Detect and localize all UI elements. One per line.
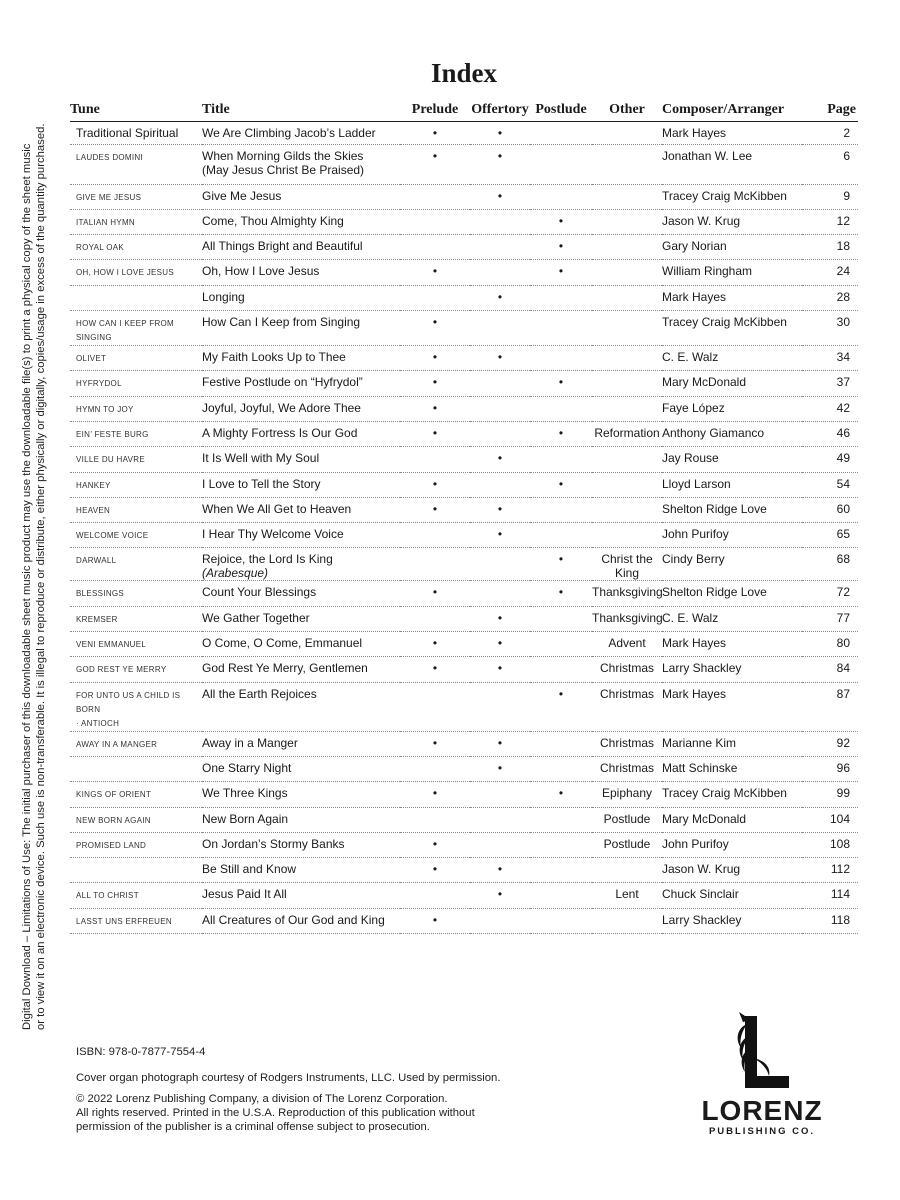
table-row: [70, 731, 858, 756]
prelude-mark: [400, 235, 470, 260]
offertory-mark: •: [470, 883, 530, 908]
offertory-mark: [470, 782, 530, 807]
title-cell: Away in a Manger: [202, 731, 400, 756]
offertory-mark: •: [470, 145, 530, 184]
page-cell: 112: [802, 858, 858, 883]
usage-notice-line-2: or to view it on an electronic device. Such use is non-transferable. It is illegal to reproduce or distribute, either physically or digitally, copies/usage in excess of the quantity purchased.: [35, 123, 47, 1030]
prelude-mark: [400, 606, 470, 631]
col-title: Title: [202, 100, 400, 122]
offertory-mark: •: [470, 731, 530, 756]
tune-cell: [70, 858, 202, 883]
other-cell: Christmas: [592, 731, 662, 756]
prelude-mark: •: [400, 581, 470, 606]
title-cell: How Can I Keep from Singing: [202, 311, 400, 346]
tune-cell: FOR UNTO US A CHILD IS BORN · ANTIOCH: [70, 682, 202, 731]
prelude-mark: •: [400, 421, 470, 446]
table-row: [70, 657, 858, 682]
postlude-mark: •: [530, 260, 592, 285]
page-cell: 34: [802, 346, 858, 371]
tune-cell: DARWALL: [70, 548, 202, 581]
other-cell: Postlude: [592, 807, 662, 832]
tune-cell: EIN’ FESTE BURG: [70, 421, 202, 446]
table-row: [70, 581, 858, 606]
table-row: [70, 682, 858, 731]
other-cell: [592, 908, 662, 933]
isbn: ISBN: 978-0-7877-7554-4: [76, 1046, 206, 1058]
composer-cell: Mark Hayes: [662, 682, 802, 731]
table-row: [70, 122, 858, 145]
prelude-mark: •: [400, 260, 470, 285]
tune-cell: HYMN TO JOY: [70, 396, 202, 421]
postlude-mark: [530, 807, 592, 832]
table-row: [70, 523, 858, 548]
offertory-mark: [470, 581, 530, 606]
col-composer: Composer/Arranger: [662, 100, 802, 122]
prelude-mark: •: [400, 782, 470, 807]
table-row: [70, 311, 858, 346]
title-cell: When We All Get to Heaven: [202, 497, 400, 522]
tune-cell: GOD REST YE MERRY: [70, 657, 202, 682]
composer-cell: Faye López: [662, 396, 802, 421]
composer-cell: Shelton Ridge Love: [662, 497, 802, 522]
title-cell: When Morning Gilds the Skies (May Jesus Christ Be Praised): [202, 145, 400, 184]
page-cell: 46: [802, 421, 858, 446]
prelude-mark: •: [400, 396, 470, 421]
other-cell: [592, 472, 662, 497]
title-cell: New Born Again: [202, 807, 400, 832]
col-prelude: Prelude: [400, 100, 470, 122]
other-cell: [592, 145, 662, 184]
composer-cell: Mark Hayes: [662, 632, 802, 657]
postlude-mark: •: [530, 782, 592, 807]
offertory-mark: •: [470, 447, 530, 472]
composer-cell: Jason W. Krug: [662, 858, 802, 883]
tune-cell: LASST UNS ERFREUEN: [70, 908, 202, 933]
title-cell: I Hear Thy Welcome Voice: [202, 523, 400, 548]
copyright: [76, 1092, 475, 1134]
postlude-mark: [530, 396, 592, 421]
page-cell: 12: [802, 209, 858, 234]
logo-subtitle: PUBLISHING CO.: [708, 1126, 816, 1137]
table-row: [70, 606, 858, 631]
logo-name: LORENZ: [701, 1095, 823, 1126]
tune-cell: KINGS OF ORIENT: [70, 782, 202, 807]
title-cell: We Three Kings: [202, 782, 400, 807]
postlude-mark: [530, 145, 592, 184]
offertory-mark: [470, 548, 530, 581]
col-postlude: Postlude: [530, 100, 592, 122]
page-cell: 6: [802, 145, 858, 184]
table-row: [70, 632, 858, 657]
page-cell: 60: [802, 497, 858, 522]
page-cell: 118: [802, 908, 858, 933]
prelude-mark: [400, 883, 470, 908]
offertory-mark: [470, 396, 530, 421]
tune-cell: AWAY IN A MANGER: [70, 731, 202, 756]
tune-cell: HANKEY: [70, 472, 202, 497]
composer-cell: Mary McDonald: [662, 371, 802, 396]
offertory-mark: [470, 421, 530, 446]
postlude-mark: [530, 606, 592, 631]
table-row: [70, 782, 858, 807]
postlude-mark: •: [530, 682, 592, 731]
prelude-mark: •: [400, 832, 470, 857]
postlude-mark: [530, 523, 592, 548]
table-row: [70, 548, 858, 581]
title-cell: My Faith Looks Up to Thee: [202, 346, 400, 371]
offertory-mark: [470, 311, 530, 346]
other-cell: [592, 523, 662, 548]
postlude-mark: •: [530, 472, 592, 497]
table-row: [70, 346, 858, 371]
prelude-mark: •: [400, 497, 470, 522]
composer-cell: John Purifoy: [662, 832, 802, 857]
page-cell: 96: [802, 756, 858, 781]
tune-cell: HYFRYDOL: [70, 371, 202, 396]
page-cell: 30: [802, 311, 858, 346]
postlude-mark: •: [530, 235, 592, 260]
prelude-mark: •: [400, 145, 470, 184]
page-cell: 68: [802, 548, 858, 581]
tune-cell: VILLE DU HAVRE: [70, 447, 202, 472]
postlude-mark: [530, 122, 592, 145]
other-cell: Thanksgiving: [592, 606, 662, 631]
title-cell: Come, Thou Almighty King: [202, 209, 400, 234]
page-cell: 72: [802, 581, 858, 606]
prelude-mark: [400, 548, 470, 581]
usage-notice: [20, 123, 48, 1030]
page-cell: 87: [802, 682, 858, 731]
title-cell: Jesus Paid It All: [202, 883, 400, 908]
title-cell: Count Your Blessings: [202, 581, 400, 606]
prelude-mark: [400, 285, 470, 310]
other-cell: [592, 235, 662, 260]
composer-cell: Matt Schinske: [662, 756, 802, 781]
page-cell: 99: [802, 782, 858, 807]
page-cell: 65: [802, 523, 858, 548]
copyright-line-1: © 2022 Lorenz Publishing Company, a division of The Lorenz Corporation.: [76, 1093, 448, 1105]
composer-cell: Jay Rouse: [662, 447, 802, 472]
page-cell: 80: [802, 632, 858, 657]
page-cell: 54: [802, 472, 858, 497]
postlude-mark: [530, 883, 592, 908]
other-cell: Christmas: [592, 756, 662, 781]
composer-cell: John Purifoy: [662, 523, 802, 548]
title-cell: All Things Bright and Beautiful: [202, 235, 400, 260]
table-row: [70, 756, 858, 781]
composer-cell: Larry Shackley: [662, 657, 802, 682]
title-cell: We Are Climbing Jacob’s Ladder: [202, 122, 400, 145]
title-cell: Be Still and Know: [202, 858, 400, 883]
table-row: [70, 184, 858, 209]
postlude-mark: [530, 908, 592, 933]
prelude-mark: •: [400, 472, 470, 497]
title-cell: A Mighty Fortress Is Our God: [202, 421, 400, 446]
publisher-logo: [692, 1010, 832, 1137]
offertory-mark: [470, 472, 530, 497]
table-row: [70, 832, 858, 857]
title-cell: Oh, How I Love Jesus: [202, 260, 400, 285]
prelude-mark: [400, 184, 470, 209]
tune-cell: HEAVEN: [70, 497, 202, 522]
title-cell: O Come, O Come, Emmanuel: [202, 632, 400, 657]
page-title: Index: [430, 58, 498, 88]
composer-cell: Jonathan W. Lee: [662, 145, 802, 184]
composer-cell: Larry Shackley: [662, 908, 802, 933]
page-cell: 77: [802, 606, 858, 631]
page-cell: 42: [802, 396, 858, 421]
table-row: [70, 858, 858, 883]
other-cell: [592, 497, 662, 522]
tune-cell: NEW BORN AGAIN: [70, 807, 202, 832]
tune-cell: GIVE ME JESUS: [70, 184, 202, 209]
postlude-mark: [530, 447, 592, 472]
title-cell: We Gather Together: [202, 606, 400, 631]
prelude-mark: •: [400, 908, 470, 933]
other-cell: Christmas: [592, 657, 662, 682]
postlude-mark: •: [530, 209, 592, 234]
other-cell: Christmas: [592, 682, 662, 731]
prelude-mark: •: [400, 311, 470, 346]
col-page: Page: [802, 100, 858, 122]
other-cell: [592, 447, 662, 472]
prelude-mark: [400, 523, 470, 548]
title-cell: It Is Well with My Soul: [202, 447, 400, 472]
offertory-mark: [470, 260, 530, 285]
postlude-mark: [530, 184, 592, 209]
offertory-mark: [470, 908, 530, 933]
other-cell: [592, 858, 662, 883]
photo-credit: Cover organ photograph courtesy of Rodgers Instruments, LLC. Used by permission.: [76, 1072, 501, 1084]
composer-cell: C. E. Walz: [662, 606, 802, 631]
table-row: [70, 235, 858, 260]
composer-cell: Tracey Craig McKibben: [662, 184, 802, 209]
title-cell: All Creatures of Our God and King: [202, 908, 400, 933]
page-cell: 92: [802, 731, 858, 756]
prelude-mark: •: [400, 657, 470, 682]
col-other: Other: [592, 100, 662, 122]
prelude-mark: [400, 756, 470, 781]
offertory-mark: [470, 209, 530, 234]
other-cell: [592, 209, 662, 234]
table-row: [70, 908, 858, 933]
prelude-mark: •: [400, 371, 470, 396]
usage-notice-line-1: Digital Download – Limitations of Use: The initial purchaser of this downloadable sheet music product may use the downloadable file(s) to print a physical copy of the sheet music: [21, 143, 33, 1030]
composer-cell: Gary Norian: [662, 235, 802, 260]
offertory-mark: •: [470, 122, 530, 145]
tune-cell: ALL TO CHRIST: [70, 883, 202, 908]
composer-cell: William Ringham: [662, 260, 802, 285]
postlude-mark: [530, 657, 592, 682]
prelude-mark: [400, 807, 470, 832]
tune-cell: OLIVET: [70, 346, 202, 371]
offertory-mark: •: [470, 606, 530, 631]
prelude-mark: [400, 209, 470, 234]
page-cell: 49: [802, 447, 858, 472]
other-cell: [592, 122, 662, 145]
postlude-mark: [530, 632, 592, 657]
composer-cell: Mark Hayes: [662, 285, 802, 310]
title-cell: Festive Postlude on “Hyfrydol”: [202, 371, 400, 396]
other-cell: Lent: [592, 883, 662, 908]
other-cell: Reformation: [592, 421, 662, 446]
postlude-mark: •: [530, 421, 592, 446]
offertory-mark: •: [470, 657, 530, 682]
prelude-mark: •: [400, 731, 470, 756]
page-cell: 24: [802, 260, 858, 285]
table-row: [70, 371, 858, 396]
prelude-mark: [400, 447, 470, 472]
table-row: [70, 447, 858, 472]
prelude-mark: •: [400, 858, 470, 883]
index-body: [70, 122, 858, 934]
postlude-mark: [530, 731, 592, 756]
postlude-mark: [530, 756, 592, 781]
composer-cell: C. E. Walz: [662, 346, 802, 371]
prelude-mark: [400, 682, 470, 731]
tune-cell: [70, 285, 202, 310]
postlude-mark: •: [530, 548, 592, 581]
other-cell: [592, 396, 662, 421]
copyright-line-2: All rights reserved. Printed in the U.S.A. Reproduction of this publication without: [76, 1107, 475, 1119]
composer-cell: Anthony Giamanco: [662, 421, 802, 446]
other-cell: Christ the King: [592, 548, 662, 581]
other-cell: [592, 311, 662, 346]
offertory-mark: •: [470, 346, 530, 371]
composer-cell: Tracey Craig McKibben: [662, 782, 802, 807]
prelude-mark: •: [400, 122, 470, 145]
other-cell: Thanksgiving: [592, 581, 662, 606]
col-tune: Tune: [70, 100, 202, 122]
tune-cell: [70, 756, 202, 781]
index-table: [70, 100, 858, 934]
composer-cell: Tracey Craig McKibben: [662, 311, 802, 346]
tune-cell: PROMISED LAND: [70, 832, 202, 857]
composer-cell: Marianne Kim: [662, 731, 802, 756]
page-cell: 114: [802, 883, 858, 908]
offertory-mark: [470, 371, 530, 396]
composer-cell: Shelton Ridge Love: [662, 581, 802, 606]
col-offertory: Offertory: [470, 100, 530, 122]
postlude-mark: •: [530, 581, 592, 606]
offertory-mark: •: [470, 632, 530, 657]
offertory-mark: •: [470, 523, 530, 548]
offertory-mark: •: [470, 497, 530, 522]
title-cell: I Love to Tell the Story: [202, 472, 400, 497]
composer-cell: Jason W. Krug: [662, 209, 802, 234]
offertory-mark: •: [470, 285, 530, 310]
tune-cell: LAUDES DOMINI: [70, 145, 202, 184]
title-cell: Rejoice, the Lord Is King (Arabesque): [202, 548, 400, 581]
page-cell: 84: [802, 657, 858, 682]
page-cell: 28: [802, 285, 858, 310]
copyright-line-3: permission of the publisher is a criminal offense subject to prosecution.: [76, 1121, 430, 1133]
page-cell: 37: [802, 371, 858, 396]
page-cell: 108: [802, 832, 858, 857]
tune-cell: WELCOME VOICE: [70, 523, 202, 548]
postlude-mark: [530, 285, 592, 310]
composer-cell: Mary McDonald: [662, 807, 802, 832]
title-cell: On Jordan’s Stormy Banks: [202, 832, 400, 857]
table-row: [70, 285, 858, 310]
other-cell: [592, 346, 662, 371]
composer-cell: Lloyd Larson: [662, 472, 802, 497]
title-cell: All the Earth Rejoices: [202, 682, 400, 731]
table-row: [70, 209, 858, 234]
tune-cell: Traditional Spiritual: [70, 122, 202, 145]
table-row: [70, 396, 858, 421]
other-cell: Advent: [592, 632, 662, 657]
page-cell: 104: [802, 807, 858, 832]
table-row: [70, 145, 858, 184]
postlude-mark: [530, 311, 592, 346]
title-cell: God Rest Ye Merry, Gentlemen: [202, 657, 400, 682]
table-row: [70, 421, 858, 446]
other-cell: Postlude: [592, 832, 662, 857]
offertory-mark: •: [470, 184, 530, 209]
table-row: [70, 807, 858, 832]
offertory-mark: •: [470, 756, 530, 781]
table-row: [70, 497, 858, 522]
prelude-mark: •: [400, 632, 470, 657]
postlude-mark: •: [530, 371, 592, 396]
other-cell: [592, 260, 662, 285]
tune-cell: HOW CAN I KEEP FROM SINGING: [70, 311, 202, 346]
other-cell: [592, 285, 662, 310]
offertory-mark: [470, 807, 530, 832]
header-row: [70, 100, 858, 122]
laurel-l-icon: [727, 1010, 797, 1092]
table-row: [70, 260, 858, 285]
other-cell: [592, 371, 662, 396]
page-cell: 2: [802, 122, 858, 145]
tune-cell: ROYAL OAK: [70, 235, 202, 260]
title-cell: One Starry Night: [202, 756, 400, 781]
table-row: [70, 472, 858, 497]
tune-cell: KREMSER: [70, 606, 202, 631]
postlude-mark: [530, 497, 592, 522]
offertory-mark: [470, 235, 530, 260]
prelude-mark: •: [400, 346, 470, 371]
tune-cell: VENI EMMANUEL: [70, 632, 202, 657]
composer-cell: Chuck Sinclair: [662, 883, 802, 908]
postlude-mark: [530, 832, 592, 857]
table-row: [70, 883, 858, 908]
title-cell: Give Me Jesus: [202, 184, 400, 209]
page-cell: 9: [802, 184, 858, 209]
other-cell: Epiphany: [592, 782, 662, 807]
page-cell: 18: [802, 235, 858, 260]
tune-cell: BLESSINGS: [70, 581, 202, 606]
tune-cell: OH, HOW I LOVE JESUS: [70, 260, 202, 285]
postlude-mark: [530, 346, 592, 371]
offertory-mark: [470, 832, 530, 857]
title-cell: Longing: [202, 285, 400, 310]
offertory-mark: •: [470, 858, 530, 883]
composer-cell: Cindy Berry: [662, 548, 802, 581]
composer-cell: Mark Hayes: [662, 122, 802, 145]
title-cell: Joyful, Joyful, We Adore Thee: [202, 396, 400, 421]
postlude-mark: [530, 858, 592, 883]
offertory-mark: [470, 682, 530, 731]
tune-cell: ITALIAN HYMN: [70, 209, 202, 234]
other-cell: [592, 184, 662, 209]
